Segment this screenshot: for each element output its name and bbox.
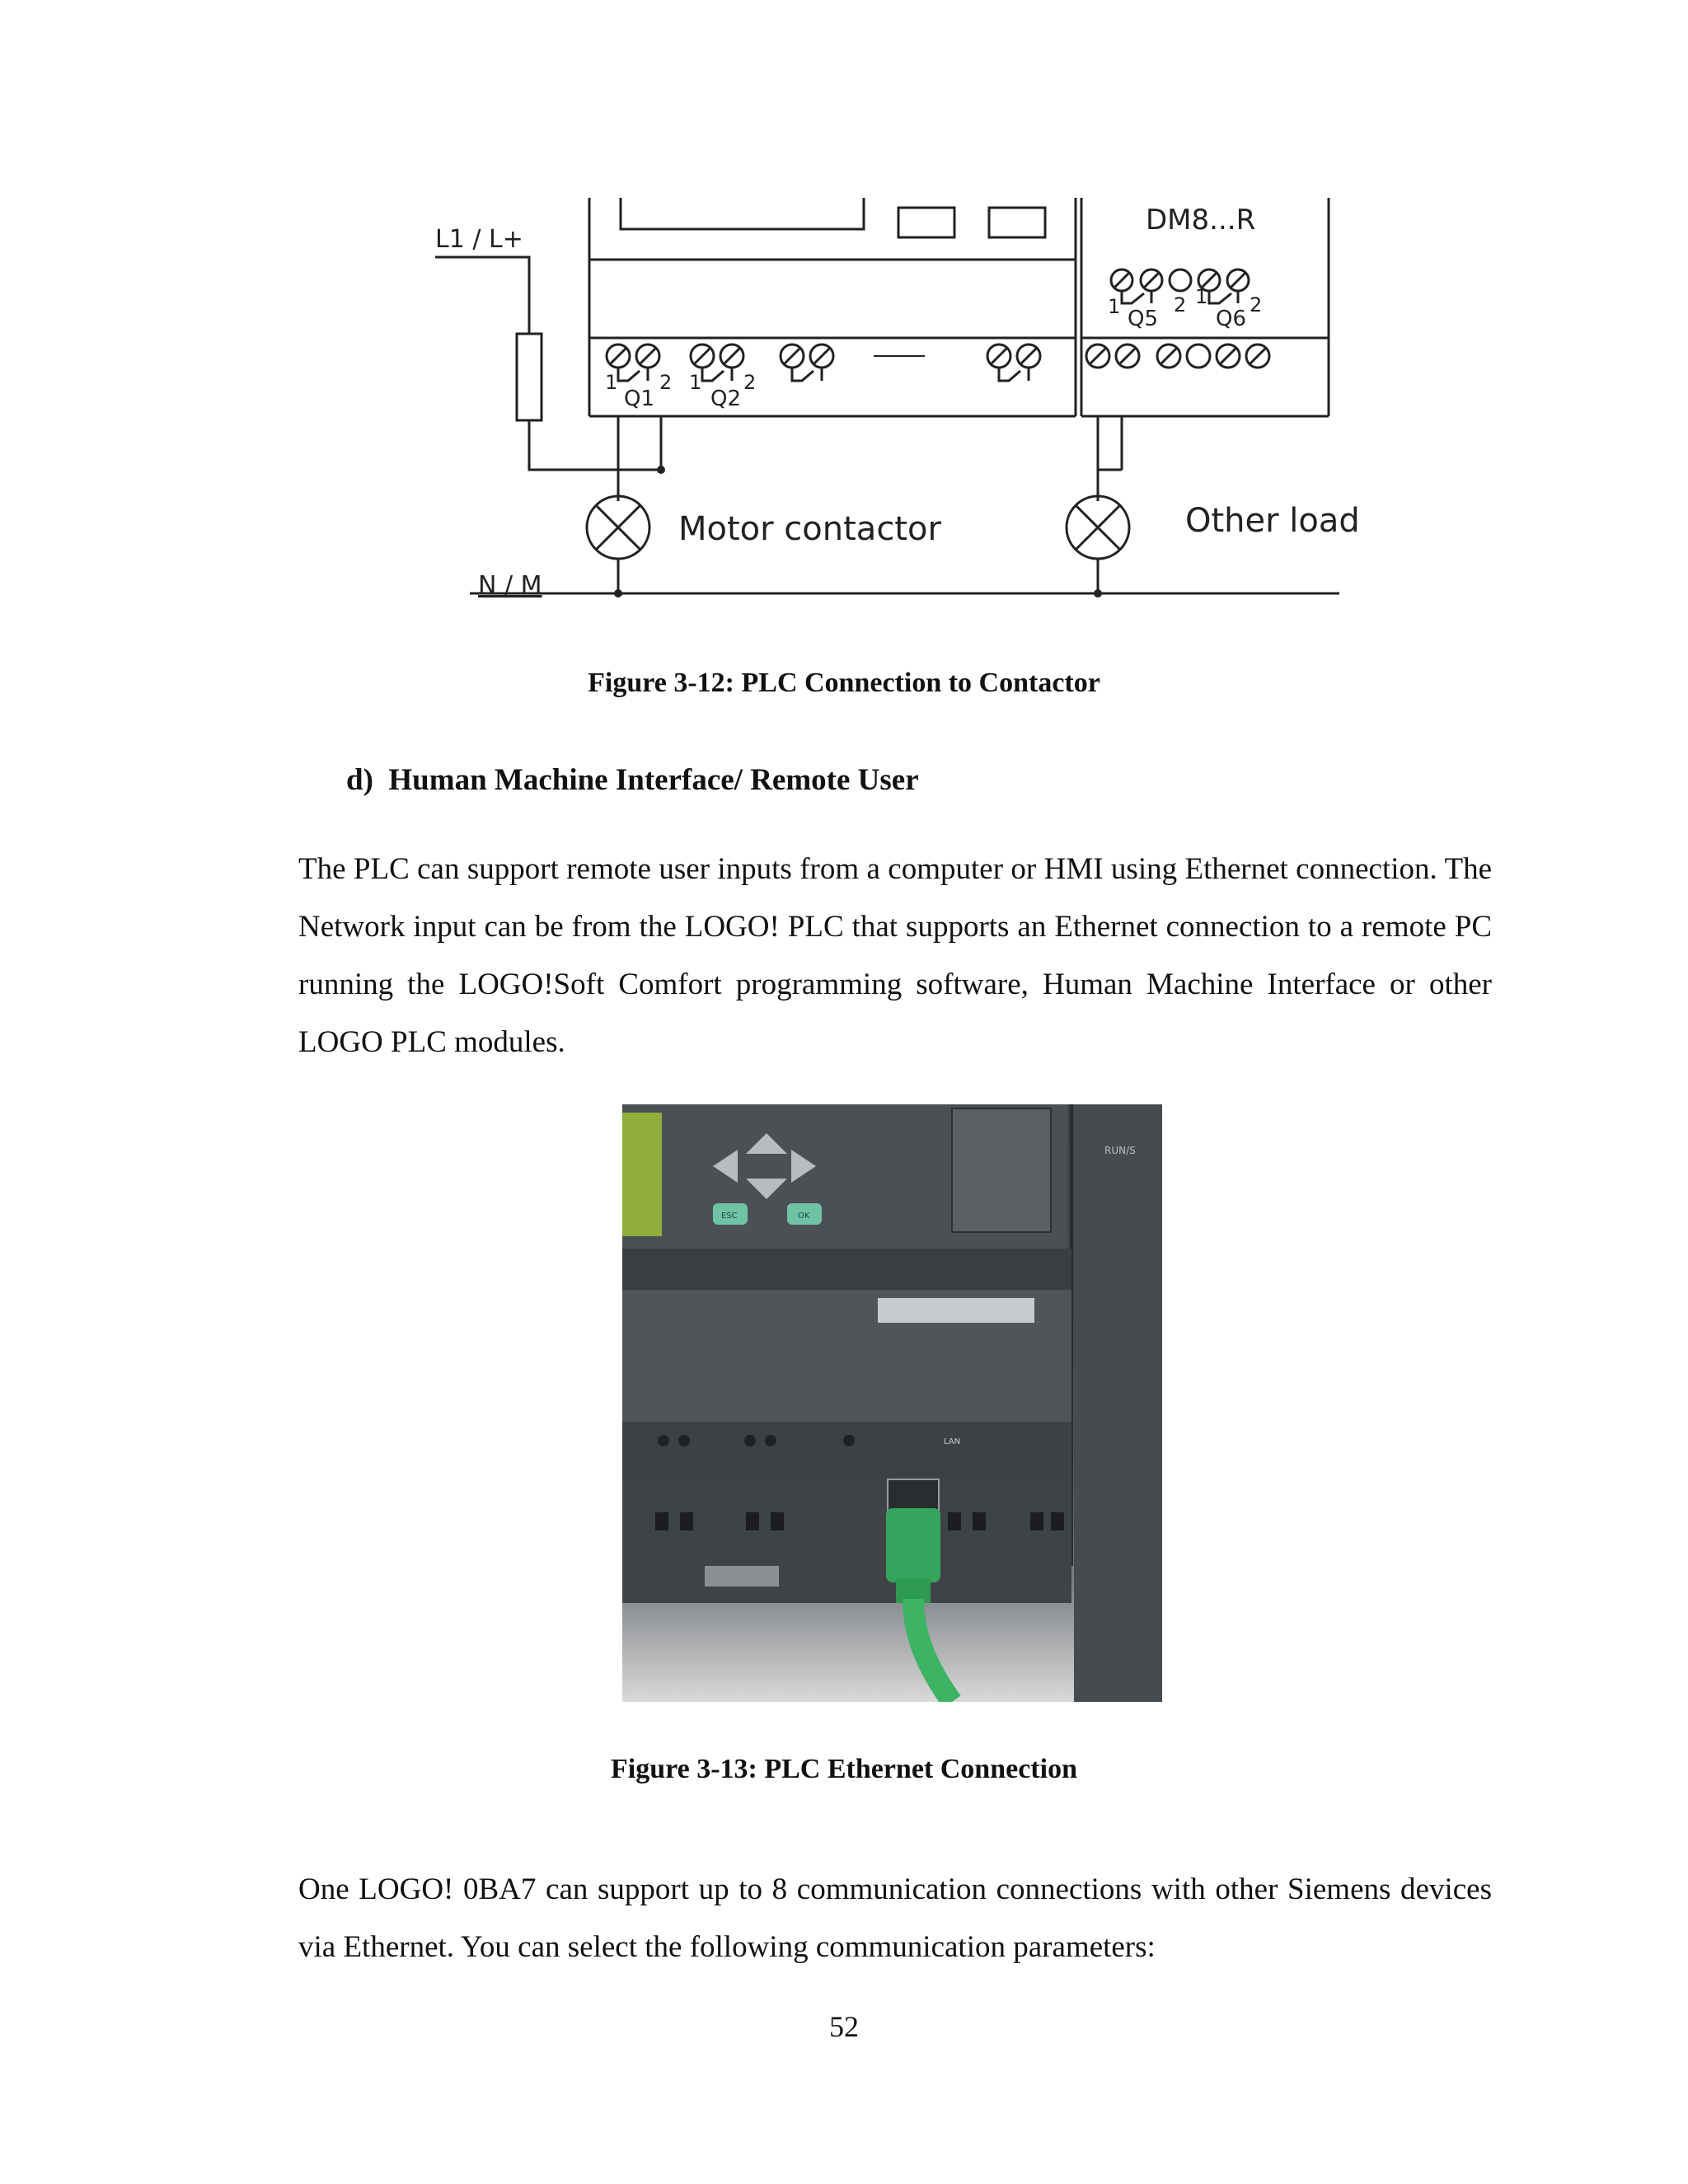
terminal-number: 2	[659, 371, 673, 394]
motor-contactor-label: Motor contactor	[678, 510, 941, 548]
run-stop-label: RUN/S	[1104, 1145, 1136, 1156]
terminal-number: 2	[1250, 293, 1263, 316]
page-number: 52	[829, 2010, 859, 2043]
output-label-q1: Q1	[624, 387, 655, 411]
plc-contactor-diagram	[412, 190, 1385, 618]
terminal-number: 1	[1195, 285, 1208, 308]
plc-ethernet-photo	[622, 1104, 1162, 1702]
esc-label: ESC	[721, 1212, 738, 1221]
module-label: DM8...R	[1146, 204, 1256, 237]
output-label-q5: Q5	[1128, 307, 1159, 331]
paragraph-ethernet: One LOGO! 0BA7 can support up to 8 communication connections with other Siemens devices via Ethernet. You can select the following communication parameters:	[298, 1872, 1492, 1964]
output-label-q2: Q2	[710, 387, 742, 411]
figure-caption-3-12: Figure 3-12: PLC Connection to Contactor	[588, 668, 1100, 698]
ok-label: OK	[798, 1212, 810, 1221]
terminal-number: 2	[1174, 293, 1187, 316]
lan-label: LAN	[944, 1437, 961, 1446]
neutral-label: N / M	[478, 571, 542, 600]
supply-label: L1 / L+	[435, 225, 523, 254]
terminal-number: 1	[605, 371, 618, 394]
other-load-label: Other load	[1185, 502, 1360, 540]
paragraph-hmi: The PLC can support remote user inputs from a computer or HMI using Ethernet connection. The Network input can be from the LOGO! PLC that supports an Ethernet connection to a remote PC running the LOGO!Soft Comfort programming software, Human Machine Interface or other LOGO PLC modules.	[298, 852, 1492, 1059]
terminal-number: 1	[1108, 295, 1121, 318]
terminal-number: 2	[743, 371, 757, 394]
output-label-q6: Q6	[1216, 307, 1247, 331]
section-heading: d) Human Machine Interface/ Remote User	[346, 763, 919, 797]
terminal-number: 1	[689, 371, 702, 394]
figure-caption-3-13: Figure 3-13: PLC Ethernet Connection	[611, 1754, 1077, 1784]
